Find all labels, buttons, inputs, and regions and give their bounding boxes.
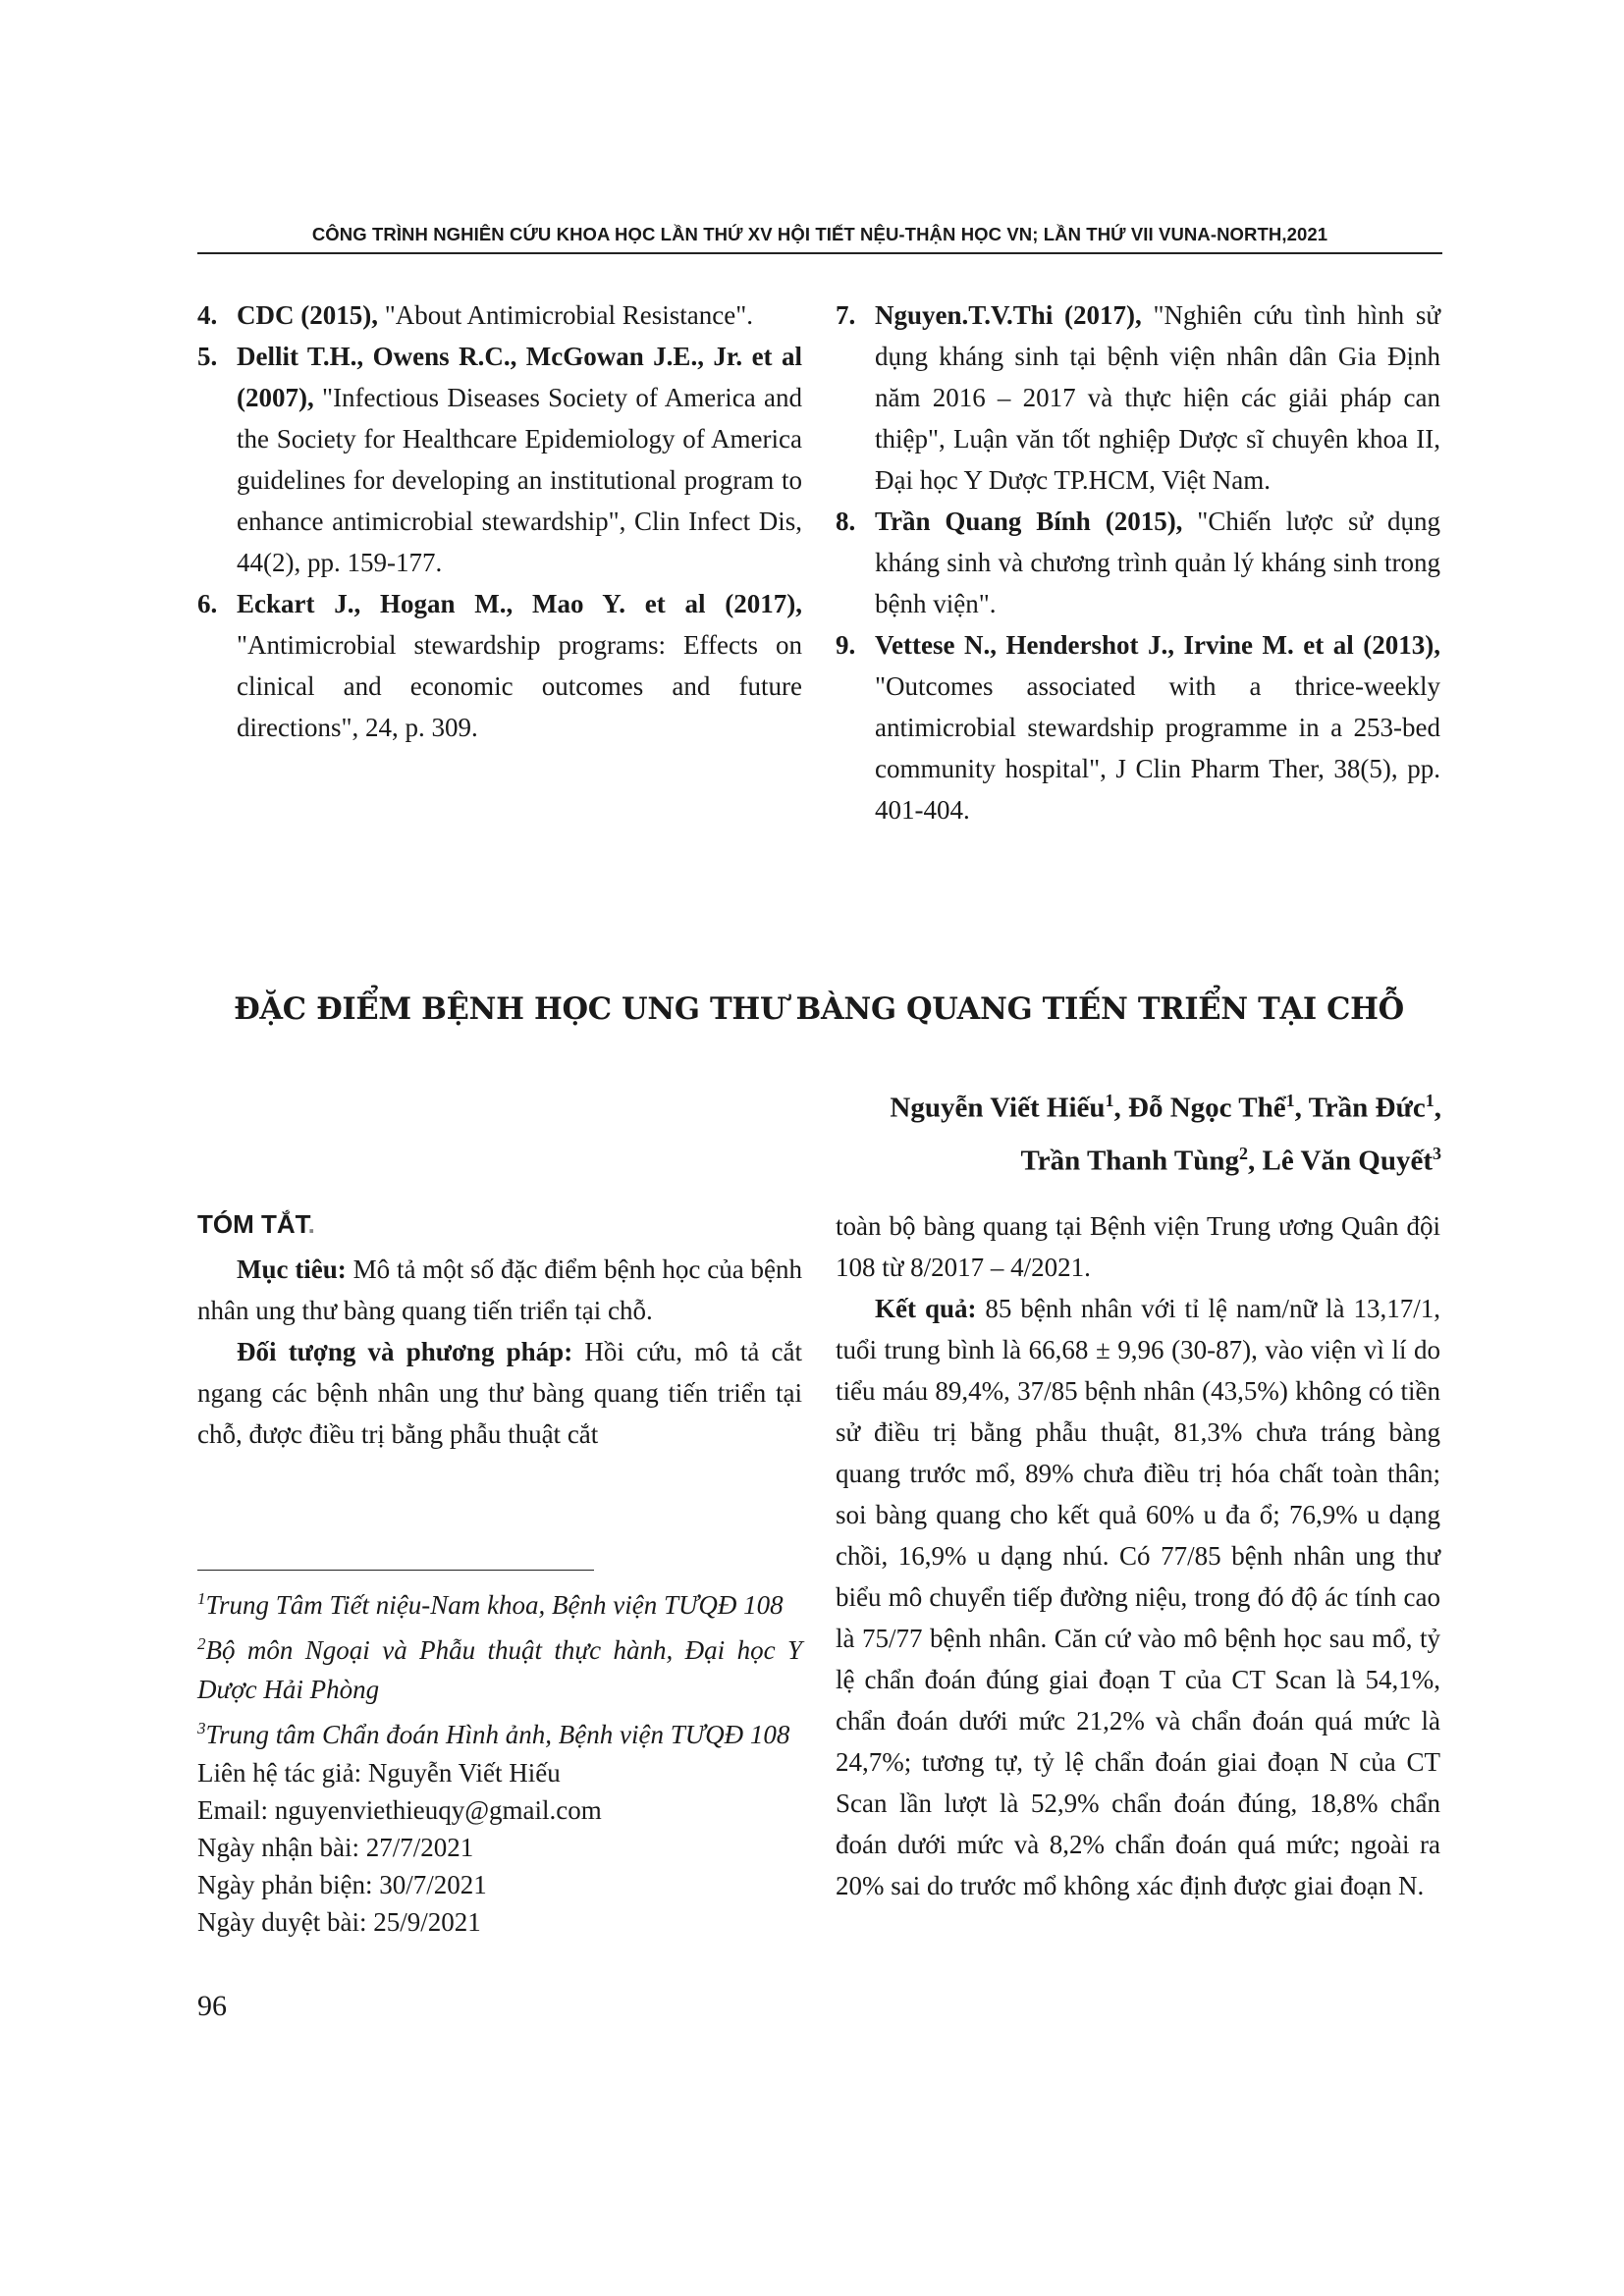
reference-item xyxy=(836,624,1440,830)
running-header: CÔNG TRÌNH NGHIÊN CỨU KHOA HỌC LẦN THỨ XV HỘI TIẾT NỆU-THẬN HỌC VN; LẦN THỨ VII VUNA-NORTH,2021 xyxy=(311,224,1328,244)
reference-item xyxy=(836,501,1440,624)
author-affiliation-mark: 1 xyxy=(1105,1091,1114,1110)
reference-authors: Nguyen.T.V.Thi (2017), xyxy=(875,300,1142,330)
affiliation-footnote: $^1$Trung Tâm Tiết niệu-Nam khoa, Bệnh viện TƯQĐ 108 xyxy=(197,1589,784,1620)
reference-authors: Eckart J., Hogan M., Mao Y. et al (2017), xyxy=(237,589,802,618)
reference-number: 7. xyxy=(836,300,856,330)
reference-item xyxy=(197,294,802,336)
abstract-methods-continued: toàn bộ bàng quang tại Bệnh viện Trung ương Quân đội 108 từ 8/2017 – 4/2021. xyxy=(836,1211,1440,1282)
reference-item xyxy=(836,294,1440,501)
contact-author: Liên hệ tác giả: Nguyễn Viết Hiếu xyxy=(197,1758,561,1788)
author-name: Nguyễn Viết Hiếu xyxy=(890,1092,1106,1124)
reference-authors: Trần Quang Bính (2015), xyxy=(875,507,1183,536)
reference-item xyxy=(197,583,802,748)
reference-text: "Outcomes associated with a thrice-weekly antimicrobial stewardship programme in a 253-bed community hospital", J Clin Pharm Ther, 38(5), pp. 401-404. xyxy=(875,671,1440,825)
reference-number: 8. xyxy=(836,507,856,536)
footnote-divider xyxy=(197,1570,594,1571)
reference-number: 4. xyxy=(197,300,218,330)
reference-number: 6. xyxy=(197,589,218,618)
results-label: Kết quả: xyxy=(875,1294,977,1323)
reference-text: "Antimicrobial stewardship programs: Effects on clinical and economic outcomes and future directions", 24, p. 309. xyxy=(237,630,802,742)
contact-email: Email: nguyenviethieuqy@gmail.com xyxy=(197,1795,602,1825)
references-left-column xyxy=(197,294,802,748)
abstract-left-column xyxy=(197,1249,802,1455)
abstract-methods: Đối tượng và phương pháp: Hồi cứu, mô tả cắt ngang các bệnh nhân ung thư bàng quang tiến triển tại chỗ, được điều trị bằng phẫu thuật cắt xyxy=(197,1337,802,1449)
author-name: Trần Đức xyxy=(1308,1092,1426,1124)
date-received: Ngày nhận bài: 27/7/2021 xyxy=(197,1833,474,1862)
date-accepted: Ngày duyệt bài: 25/9/2021 xyxy=(197,1907,481,1937)
header-divider xyxy=(197,252,1442,254)
reference-text: "Chiến lược sử dụng kháng sinh và chương trình quản lý kháng sinh trong bệnh viện". xyxy=(875,507,1440,618)
reference-number: 5. xyxy=(197,342,218,371)
author-affiliation-mark: 1 xyxy=(1425,1091,1435,1110)
reference-authors: Dellit T.H., Owens R.C., McGowan J.E., Jr. et al (2007), xyxy=(237,342,802,412)
objective-label: Mục tiêu: xyxy=(237,1255,347,1284)
author-name: Lê Văn Quyết xyxy=(1262,1145,1433,1177)
reference-text: "About Antimicrobial Resistance". xyxy=(377,300,753,330)
reference-text: "Nghiên cứu tình hình sử dụng kháng sinh tại bệnh viện nhân dân Gia Định năm 2016 – 2017 và thực hiện các giải pháp can thiệp", Luận văn tốt nghiệp Dược sĩ chuyên khoa II, Đại học Y Dược TP.HCM, Việt Nam. xyxy=(875,300,1440,495)
reference-item xyxy=(197,336,802,583)
article-title: ĐẶC ĐIỂM BỆNH HỌC UNG THƯ BÀNG QUANG TIẾN TRIỂN TẠI CHỖ xyxy=(234,991,1404,1027)
author-affiliation-mark: 3 xyxy=(1433,1143,1441,1163)
reference-number: 9. xyxy=(836,630,856,660)
references-right-column xyxy=(836,294,1440,830)
methods-label: Đối tượng và phương pháp: xyxy=(237,1337,573,1366)
reference-authors: Vettese N., Hendershot J., Irvine M. et al (2013), xyxy=(875,630,1440,660)
author-line-1: Nguyễn Viết Hiếu$^1$, Đỗ Ngọc Thể$^1$, Trần Đức$^1$, xyxy=(890,1091,1441,1124)
author-affiliation-mark: 1 xyxy=(1285,1091,1295,1110)
affiliation-footnote: $^3$Trung tâm Chẩn đoán Hình ảnh, Bệnh viện TƯQĐ 108 xyxy=(197,1719,790,1749)
date-reviewed: Ngày phản biện: 30/7/2021 xyxy=(197,1870,487,1899)
abstract-objective: Mục tiêu: Mô tả một số đặc điểm bệnh học của bệnh nhân ung thư bàng quang tiến triển tại chỗ. xyxy=(197,1255,802,1325)
author-line-2: Trần Thanh Tùng$^2$, Lê Văn Quyết$^3$ xyxy=(1020,1143,1441,1177)
affiliation-footnote: $^2$Bộ môn Ngoại và Phẫu thuật thực hành, Đại học Y Dược Hải Phòng xyxy=(197,1634,802,1704)
abstract-results: Kết quả: 85 bệnh nhân với tỉ lệ nam/nữ là 13,17/1, tuổi trung bình là 66,68 ± 9,96 (30-87), vào viện vì lí do tiểu máu 89,4%, 37/85 bệnh nhân (43,5%) không có tiền sử điều trị bằng phẫu thuật, 81,3% chưa tráng bàng quang trước mổ, 89% chưa điều trị hóa chất toàn thân; soi bàng quang cho kết quả 60% u đa ổ; 76,9% u dạng chồi, 16,9% u dạng nhú. Có 77/85 bệnh nhân ung thư biểu mô chuyển tiếp đường niệu, trong đó độ ác tính cao là 75/77 bệnh nhân. Căn cứ vào mô bệnh học sau mổ, tỷ lệ chẩn đoán đúng giai đoạn T của CT Scan là 54,1%, chẩn đoán dưới mức 21,2% và chẩn đoán quá mức là 24,7%; tương tự, tỷ lệ chẩn đoán giai đoạn N của CT Scan lần lượt là 52,9% chẩn đoán đúng, 18,8% chẩn đoán dưới mức và 8,2% chẩn đoán quá mức; ngoài ra 20% sai do trước mổ không xác định được giai đoạn N. xyxy=(836,1294,1441,1900)
author-list xyxy=(890,1078,1441,1183)
reference-text: "Infectious Diseases Society of America and the Society for Healthcare Epidemiology of America guidelines for developing an institutional program to enhance antimicrobial stewardship", Clin Infect Dis, 44(2), pp. 159-177. xyxy=(237,383,802,577)
author-affiliation-mark: 2 xyxy=(1239,1143,1249,1163)
page-number: 96 xyxy=(197,1990,227,2022)
reference-authors: CDC (2015), xyxy=(237,300,378,330)
abstract-right-column xyxy=(836,1205,1440,1906)
author-name: Trần Thanh Tùng xyxy=(1020,1145,1240,1177)
abstract-heading: TÓM TẮT. xyxy=(197,1209,315,1239)
footnotes xyxy=(197,1579,802,1941)
author-name: Đỗ Ngọc Thể xyxy=(1128,1092,1286,1124)
